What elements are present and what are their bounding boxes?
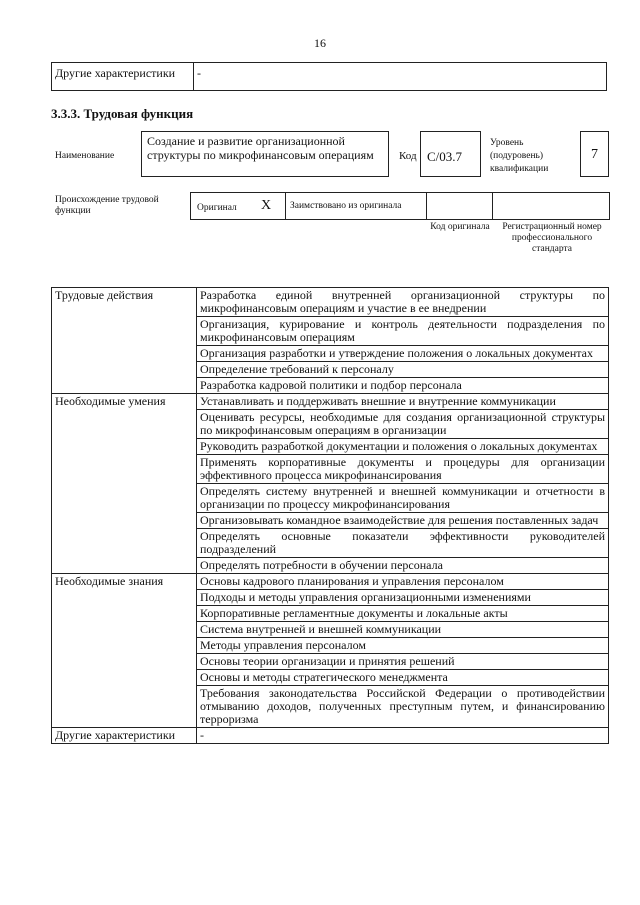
section-title: 3.3.3. Трудовая функция [51, 106, 194, 121]
function-code-value: С/03.7 [420, 131, 481, 177]
original-code-cell [426, 192, 493, 220]
group-item: Организация, курирование и контроль деятельности подразделения по микрофинансовым операциям [197, 317, 609, 346]
group-item: Организовывать командное взаимодействие для решения поставленных задач [197, 513, 609, 529]
code-label: Код [399, 150, 417, 162]
table-row [52, 288, 609, 317]
group-item: Оценивать ресурсы, необходимые для создания организационной структуры по микрофинансовым операциям в организации [197, 410, 609, 439]
original-code-caption: Код оригинала [430, 222, 490, 232]
page-number: 16 [314, 36, 326, 50]
reg-number-caption: Регистрационный номер профессионального стандарта [502, 222, 602, 254]
group-item: Организация разработки и утверждение положения о локальных документах [197, 346, 609, 362]
group-item: Определять систему внутренней и внешней коммуникации и отчетности в организации по процессу микрофинансирования [197, 484, 609, 513]
group-item: Основы и методы стратегического менеджмента [197, 670, 609, 686]
top-characteristics-table [51, 62, 607, 91]
table-row [52, 394, 609, 410]
group-item: Основы кадрового планирования и управления персоналом [197, 574, 609, 590]
name-label: Наименование [55, 151, 115, 161]
group-item: Требования законодательства Российской Федерации о противодействии отмыванию доходов, полученных преступным путем, и финансированию терроризма [197, 686, 609, 728]
group-item: Применять корпоративные документы и процедуры для организации эффективного процесса микрофинансирования [197, 455, 609, 484]
original-mark: Х [261, 198, 272, 213]
level-label: Уровень (подуровень) квалификации [490, 138, 549, 174]
group-item: Методы управления персоналом [197, 638, 609, 654]
other-characteristics-value: - [197, 728, 609, 744]
group-item: Определять основные показатели эффективности руководителей подразделений [197, 529, 609, 558]
group-item: Руководить разработкой документации и положения о локальных документах [197, 439, 609, 455]
group-item: Разработка кадровой политики и подбор персонала [197, 378, 609, 394]
original-cell [190, 192, 286, 220]
group-title: Необходимые знания [52, 574, 197, 728]
borrowed-label: Заимствовано из оригинала [290, 201, 402, 211]
group-item: Определение требований к персоналу [197, 362, 609, 378]
original-label: Оригинал [197, 203, 237, 213]
other-characteristics-value: - [194, 63, 607, 91]
borrowed-cell [285, 192, 427, 220]
group-item: Определять потребности в обучении персонала [197, 558, 609, 574]
qualification-level-value: 7 [580, 131, 609, 177]
origin-label: Происхождение трудовой функции [55, 195, 159, 216]
function-details-table [51, 287, 609, 744]
other-characteristics-label: Другие характеристики [52, 728, 197, 744]
group-item: Система внутренней и внешней коммуникации [197, 622, 609, 638]
other-characteristics-label: Другие характеристики [52, 63, 194, 91]
reg-number-cell [492, 192, 610, 220]
table-row [52, 574, 609, 590]
group-item: Основы теории организации и принятия решений [197, 654, 609, 670]
function-name-value: Создание и развитие организационной структуры по микрофинансовым операциям [141, 131, 389, 177]
group-item: Разработка единой внутренней организационной структуры по микрофинансовым операциям и участие в ее внедрении [197, 288, 609, 317]
group-item: Корпоративные регламентные документы и локальные акты [197, 606, 609, 622]
group-item: Подходы и методы управления организационными изменениями [197, 590, 609, 606]
table-row [52, 728, 609, 744]
group-title: Трудовые действия [52, 288, 197, 394]
group-item: Устанавливать и поддерживать внешние и внутренние коммуникации [197, 394, 609, 410]
group-title: Необходимые умения [52, 394, 197, 574]
